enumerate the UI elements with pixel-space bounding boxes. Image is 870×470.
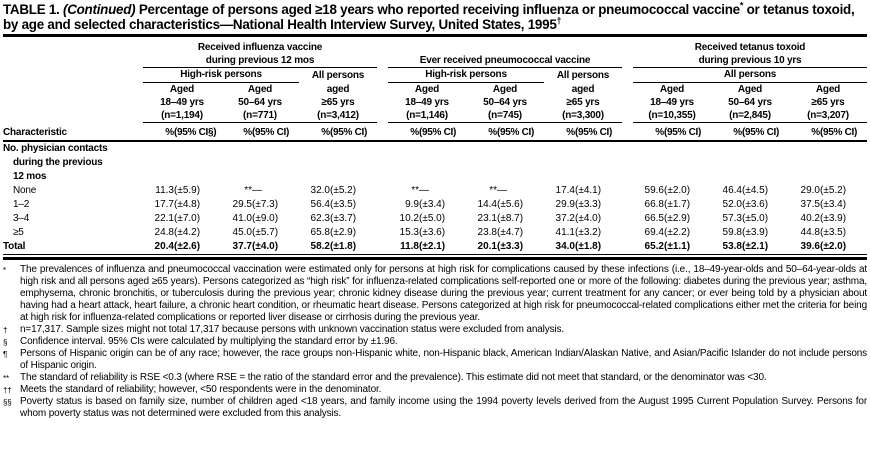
age-column-header — [221, 83, 299, 123]
section-label-line: 12 mos — [13, 171, 47, 182]
value-ci: (±2.6) — [174, 240, 221, 255]
footnote-text: n=17,317. Sample sizes might not total 17,317 because persons with unknown vaccination status were excluded from analysis. — [20, 323, 564, 335]
value-ci: (±9.0) — [252, 213, 279, 224]
footnote-symbol: § — [3, 337, 8, 347]
value-ci: (±7.3) — [252, 199, 279, 210]
value-percent: 17.4 — [555, 185, 575, 196]
footnote — [3, 384, 867, 396]
value-ci: (±3.5) — [330, 199, 357, 210]
value-percent: 11.8 — [388, 240, 419, 255]
value-percent: 37.5 — [800, 199, 820, 210]
value-percent: 65.8 — [310, 227, 330, 238]
row-label: 3–4 — [13, 213, 30, 224]
ci-header: (95% CI) — [742, 123, 789, 142]
footnote-symbol: ** — [3, 373, 9, 383]
value-ci: (±1.1) — [664, 240, 711, 255]
percent-header: % — [544, 123, 575, 142]
column-gap — [377, 68, 388, 83]
value-ci: (±3.3) — [575, 199, 602, 210]
value-ci: (±3.4) — [820, 199, 847, 210]
value-ci: — — [252, 185, 262, 196]
value-ci: — — [419, 185, 429, 196]
value-ci: (±4.5) — [742, 185, 769, 196]
ci-header: (95% CI) — [330, 123, 377, 142]
footnote-text: The prevalences of influenza and pneumococcal vaccination were estimated only for persons at high risk for complications caused by these infections (i.e., 18–49-year-olds and 50–64-year-olds at high risk and all persons aged ≥65 years). Persons categorized as “high risk” for influenza-related complications self-reported one or more of the following: diabetes during the previous year; asthma, emphysema, chronic bronchitis, or tuberculosis during the previous year; chronic kidney disease during the previous year; current treatment for any cancer; or ever being told by a physician about having had a heart attack, heart failure, a chronic heart condition, or rheumatic heart disease. Persons categorized at high risk for pneumococcal-related complications either met the criteria for being at high risk for influenza-related complications or reported liver disease or cirrhosis during the previous year. — [20, 263, 867, 323]
value-percent: 59.8 — [722, 227, 742, 238]
percent-header: % — [789, 123, 820, 142]
value-ci: (±2.9) — [664, 213, 691, 224]
column-gap — [622, 123, 633, 142]
row-label: Total — [3, 240, 143, 255]
value-percent: 69.4 — [644, 227, 664, 238]
value-percent: 11.3 — [155, 185, 174, 196]
footnote-symbol: ¶ — [3, 349, 8, 359]
tetanus-group-header — [633, 41, 867, 68]
value-ci: (±4.7) — [497, 227, 524, 238]
value-percent: 66.8 — [644, 199, 664, 210]
value-percent: 10.2 — [399, 213, 419, 224]
ci-header: (95% CI) — [252, 123, 299, 142]
value-percent: 37.2 — [555, 213, 575, 224]
subgroup-all-persons: All persons — [633, 68, 867, 83]
age-column-header — [711, 83, 789, 123]
value-percent: 56.4 — [310, 199, 330, 210]
value-ci: (±3.6) — [419, 227, 446, 238]
column-gap — [622, 41, 633, 68]
age-range: ≥65 yrs — [566, 97, 600, 108]
title-text-2: or tetanus toxoid, by age and selected characteristics—National Health Interview Survey, United States, 1995 — [3, 2, 855, 32]
value-percent: 37.7 — [221, 240, 252, 255]
influenza-group-header — [143, 41, 377, 68]
section-header-row — [3, 141, 867, 156]
table-row-1-2 — [3, 198, 867, 212]
footnote-symbol: † — [3, 325, 8, 335]
value-ci: (±5.6) — [497, 199, 524, 210]
ci-header: (95% CI) — [664, 123, 711, 142]
row-label: 1–2 — [13, 199, 30, 210]
value-ci: (±2.2) — [664, 227, 691, 238]
group-title-line: during previous 10 yrs — [698, 55, 802, 66]
percent-header: % — [466, 123, 497, 142]
value-percent: 44.8 — [800, 227, 820, 238]
value-percent: 57.3 — [722, 213, 742, 224]
value-percent: ** — [489, 185, 497, 196]
sample-size: (n=3,207) — [807, 110, 849, 121]
aged-word: aged — [326, 84, 350, 95]
column-gap — [377, 83, 388, 123]
age-range: 50–64 yrs — [238, 97, 282, 108]
table-row-total — [3, 240, 867, 255]
value-percent: 58.2 — [299, 240, 330, 255]
blank-cell — [3, 68, 143, 83]
value-percent: 39.6 — [789, 240, 820, 255]
column-gap — [622, 68, 633, 83]
value-ci: (±2.0) — [820, 240, 867, 255]
table-body — [3, 141, 867, 255]
value-ci: (±4.0) — [252, 240, 299, 255]
value-ci: (±4.2) — [174, 227, 201, 238]
value-percent: 29.5 — [232, 199, 252, 210]
value-ci: (±8.7) — [497, 213, 524, 224]
value-percent: 46.4 — [722, 185, 742, 196]
column-gap — [377, 41, 388, 68]
value-percent: ** — [244, 185, 252, 196]
sample-size: (n=10,355) — [648, 110, 696, 121]
value-ci: (±1.8) — [575, 240, 622, 255]
value-ci: (±3.7) — [330, 213, 357, 224]
sample-size: (n=2,845) — [729, 110, 771, 121]
column-gap — [622, 226, 633, 240]
aged-word: aged — [571, 84, 595, 95]
subgroup-high-risk: High-risk persons — [143, 68, 299, 83]
value-percent: 23.8 — [477, 227, 497, 238]
group-title-line: Received influenza vaccine — [197, 42, 323, 53]
footnote-symbol: §§ — [3, 397, 12, 407]
age-column-header — [143, 83, 221, 123]
percent-header: % — [711, 123, 742, 142]
title-rule — [3, 34, 867, 37]
value-ci: (±5.0) — [742, 213, 769, 224]
percent-header: % — [633, 123, 664, 142]
sample-size: (n=1,146) — [406, 110, 448, 121]
value-ci: — — [497, 185, 507, 196]
group-title-line: Ever received pneumococcal vaccine — [419, 55, 591, 66]
footnote — [3, 372, 867, 384]
value-ci: (±4.0) — [575, 213, 602, 224]
blank-cell — [3, 83, 143, 123]
footnote-text: Poverty status is based on family size, number of children aged <18 years, and family income using the 1994 poverty levels derived from the August 1995 Current Population Survey. Persons for whom poverty status was not determined were excluded from this analysis. — [20, 395, 867, 419]
value-percent: 29.9 — [555, 199, 575, 210]
column-gap — [622, 212, 633, 226]
value-percent: 34.0 — [544, 240, 575, 255]
sample-size: (n=771) — [243, 110, 277, 121]
aged-word: Aged — [659, 84, 685, 95]
table-row-5-plus — [3, 226, 867, 240]
table-label: TABLE 1. — [3, 2, 63, 17]
percent-header: % — [221, 123, 252, 142]
value-ci: (±4.8) — [174, 199, 201, 210]
age-column-row — [3, 83, 867, 123]
value-percent: 53.8 — [711, 240, 742, 255]
column-gap — [377, 198, 388, 212]
value-percent: 59.6 — [644, 185, 664, 196]
age-column-header — [299, 83, 377, 123]
subgroup-high-risk: High-risk persons — [388, 68, 544, 83]
value-percent: 40.2 — [800, 213, 820, 224]
section-label-line: during the previous — [13, 157, 103, 168]
footnote-symbol: * — [3, 265, 6, 275]
footnote-text: The standard of reliability is RSE <0.3 (where RSE = the ratio of the standard error and the prevalence). This estimate did not meet that standard, or the denominator was <30. — [20, 371, 767, 383]
value-percent: 20.4 — [143, 240, 174, 255]
aged-word: Aged — [492, 84, 518, 95]
value-ci: (±3.6) — [742, 199, 769, 210]
vaccination-coverage-table — [3, 41, 867, 255]
value-ci: (±7.0) — [174, 213, 201, 224]
section-header-row — [3, 170, 867, 184]
value-ci: (±3.4) — [419, 199, 446, 210]
age-column-header — [388, 83, 466, 123]
age-range: 18–49 yrs — [650, 97, 694, 108]
value-ci: (±3.5) — [820, 227, 847, 238]
column-gap — [377, 212, 388, 226]
measure-header-row — [3, 123, 867, 142]
percent-header: % — [143, 123, 174, 142]
value-ci: (±2.9) — [330, 227, 357, 238]
footnote-text: Meets the standard of reliability; however, <50 respondents were in the denominator. — [20, 383, 382, 395]
footnote — [3, 396, 867, 420]
percent-header: % — [299, 123, 330, 142]
footnote — [3, 264, 867, 324]
row-label: ≥5 — [13, 227, 24, 238]
column-gap — [377, 226, 388, 240]
footnote — [3, 324, 867, 336]
value-ci: (±2.1) — [742, 240, 789, 255]
value-ci: (±5.0) — [419, 213, 446, 224]
subgroup-all-persons: All persons — [556, 69, 610, 81]
group-title-line: during previous 12 mos — [205, 55, 315, 66]
ci-header: (95% CI) — [820, 123, 867, 142]
title-text-1: Percentage of persons aged ≥18 years who reported receiving influenza or pneumococcal vaccine — [138, 2, 740, 17]
ci-header: (95% CI§) — [174, 123, 221, 142]
value-percent: 45.0 — [232, 227, 252, 238]
value-ci: (±3.9) — [820, 213, 847, 224]
footnote — [3, 348, 867, 372]
value-ci: (±5.7) — [252, 227, 279, 238]
value-ci: (±3.9) — [742, 227, 769, 238]
footnote-text: Persons of Hispanic origin can be of any race; however, the race groups non-Hispanic white, non-Hispanic black, American Indian/Alaskan Native, and Asian/Pacific Islander do not include persons of Hispanic origin. — [20, 347, 867, 371]
age-column-header — [544, 83, 622, 123]
value-percent: 9.9 — [405, 199, 419, 210]
table-header — [3, 41, 867, 141]
age-range: 50–64 yrs — [728, 97, 772, 108]
pneumococcal-group-header — [388, 41, 622, 68]
subgroup-row — [3, 68, 867, 83]
continued-label: (Continued) — [63, 2, 139, 17]
table-row-none — [3, 184, 867, 198]
sample-size: (n=745) — [488, 110, 522, 121]
blank-cell — [3, 41, 143, 68]
characteristic-label: Characteristic — [3, 123, 143, 142]
section-header-row — [3, 156, 867, 170]
column-gap — [377, 123, 388, 142]
aged-word: Aged — [815, 84, 841, 95]
value-percent: 41.0 — [232, 213, 252, 224]
age-column-header — [466, 83, 544, 123]
value-percent: ** — [411, 185, 419, 196]
age-range: 50–64 yrs — [483, 97, 527, 108]
age-range: ≥65 yrs — [811, 97, 845, 108]
aged-word: Aged — [247, 84, 273, 95]
value-percent: 22.1 — [154, 213, 174, 224]
ci-header: (95% CI) — [575, 123, 622, 142]
table-row-3-4 — [3, 212, 867, 226]
age-column-header — [633, 83, 711, 123]
value-percent: 17.7 — [154, 199, 174, 210]
value-percent: 20.1 — [466, 240, 497, 255]
footnote-marker-asterisk: * — [739, 0, 744, 11]
table-title — [3, 2, 867, 32]
value-percent: 24.8 — [154, 227, 174, 238]
value-percent: 65.2 — [633, 240, 664, 255]
value-ci: (±2.1) — [419, 240, 466, 255]
aged-word: Aged — [169, 84, 195, 95]
group-title-row — [3, 41, 867, 68]
age-range: ≥65 yrs — [321, 97, 355, 108]
group-title-line: Received tetanus toxoid — [694, 42, 806, 53]
value-ci: (±1.8) — [330, 240, 377, 255]
footnote-text: Confidence interval. 95% CIs were calculated by multiplying the standard error by ±1.96. — [20, 335, 398, 347]
column-gap — [377, 240, 388, 255]
value-ci: (±5.2) — [330, 185, 357, 196]
value-ci: (±3.3) — [497, 240, 544, 255]
value-ci: (±2.0) — [664, 185, 691, 196]
value-percent: 14.4 — [477, 199, 497, 210]
value-ci: (±1.7) — [664, 199, 691, 210]
table-bottom-rule — [3, 257, 867, 260]
ci-header: (95% CI) — [497, 123, 544, 142]
value-percent: 41.1 — [555, 227, 575, 238]
column-gap — [622, 184, 633, 198]
value-percent: 66.5 — [644, 213, 664, 224]
footnotes — [3, 264, 867, 420]
value-percent: 23.1 — [477, 213, 497, 224]
column-gap — [622, 198, 633, 212]
percent-header: % — [388, 123, 419, 142]
row-label: None — [13, 185, 37, 196]
age-column-header — [789, 83, 867, 123]
column-gap — [377, 184, 388, 198]
footnote-marker-dagger: † — [556, 15, 562, 26]
footnote-symbol: †† — [3, 385, 12, 395]
value-percent: 62.3 — [310, 213, 330, 224]
value-ci: (±5.9) — [174, 185, 201, 196]
value-ci: (±4.1) — [575, 185, 602, 196]
value-percent: 15.3 — [399, 227, 419, 238]
value-percent: 52.0 — [722, 199, 742, 210]
value-percent: 32.0 — [310, 185, 330, 196]
subgroup-all-persons: All persons — [311, 69, 365, 81]
sample-size: (n=3,300) — [562, 110, 604, 121]
value-percent: 29.0 — [800, 185, 820, 196]
value-ci: (±3.2) — [575, 227, 602, 238]
age-range: 18–49 yrs — [160, 97, 204, 108]
sample-size: (n=3,412) — [317, 110, 359, 121]
sample-size: (n=1,194) — [161, 110, 203, 121]
age-range: 18–49 yrs — [405, 97, 449, 108]
footnote — [3, 336, 867, 348]
section-label-line: No. physician contacts — [3, 143, 108, 154]
value-ci: (±5.2) — [820, 185, 847, 196]
ci-header: (95% CI) — [419, 123, 466, 142]
column-gap — [622, 240, 633, 255]
aged-word: Aged — [737, 84, 763, 95]
aged-word: Aged — [414, 84, 440, 95]
column-gap — [622, 83, 633, 123]
